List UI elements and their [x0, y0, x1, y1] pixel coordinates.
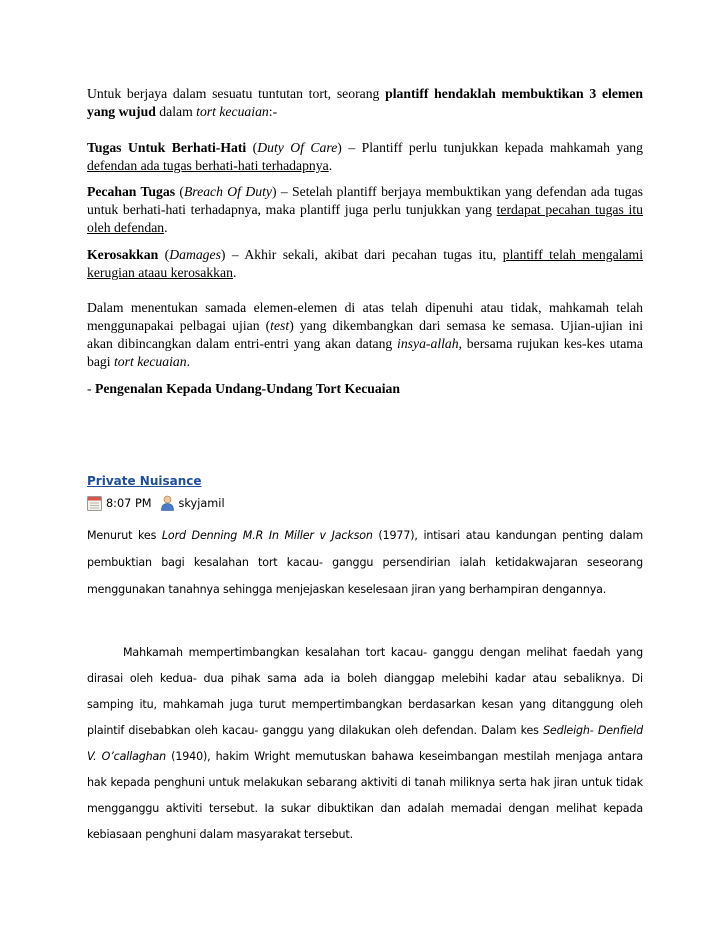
post-title-link[interactable]: Private Nuisance: [87, 474, 202, 488]
post-time: 8:07 PM: [106, 496, 152, 510]
body-paragraph-2: Mahkamah mempertimbangkan kesalahan tort kacau- ganggu dengan melihat faedah yang dirasai oleh kedua- dua pihak sama ada ia boleh dianggap melebihi kadar atau sebaliknya. Di samping itu, mahkamah juga turut mempertimbangkan berdasarkan kesan yang ditanggung oleh plaintif disebabkan oleh kacau- ganggu yang dilakukan oleh defendan. Dalam kes Sedleigh- Denfield V. O’callaghan (1940), hakim Wright memutuskan bahawa keseimbangan mestilah menjaga antara hak kepada penghuni untuk melakukan sebarang aktiviti di tanah miliknya serta hak jiran untuk tidak mengganggu aktiviti tersebut. Ia sukar dibuktikan dan adalah memadai dengan melihat kepada kebiasaan penghuni dalam masyarakat tersebut.: [87, 646, 644, 841]
body-paragraph-1: Menurut kes Lord Denning M.R In Miller v Jackson (1977), intisari atau kandungan penting dalam pembuktian bagi kesalahan tort kacau- ganggu persendirian ialah ketidakwajaran seseorang menggunakan tanahnya sehingga menjejaskan keselesaan jiran yang berhampiran dengannya.: [87, 529, 643, 596]
user-icon: [160, 495, 175, 511]
post-author[interactable]: skyjamil: [178, 496, 225, 510]
case-name: Lord Denning M.R In Miller v Jackson: [161, 529, 373, 542]
element-breach-of-duty: Pecahan Tugas (Breach Of Duty) – Setelah plantiff berjaya membuktikan yang defendan ada tugas untuk berhati-hati terhadapnya, maka plantiff juga perlu tunjukkan yang terdapat pecahan tugas itu oleh defendan.: [87, 184, 643, 235]
case-name: Sedleigh- Denfield V. O’callaghan: [87, 724, 644, 763]
element-heading: Pecahan Tugas: [87, 184, 176, 199]
calendar-icon: [87, 496, 102, 511]
intro-paragraph: Untuk berjaya dalam sesuatu tuntutan tort, seorang plantiff hendaklah membuktikan 3 elemen yang wujud dalam tort kecuaian:-: [87, 86, 643, 119]
post-meta: [87, 492, 225, 514]
element-duty-of-care: Tugas Untuk Berhati-Hati (Duty Of Care) – Plantiff perlu tunjukkan kepada mahkamah yang defendan ada tugas berhati-hati terhadapnya.: [87, 140, 643, 173]
intro-post-link: - Pengenalan Kepada Undang-Undang Tort Kecuaian: [87, 381, 400, 396]
intro-post-title[interactable]: Pengenalan Kepada Undang-Undang Tort Kecuaian: [94, 381, 400, 396]
intro-emphasis: plantiff hendaklah membuktikan 3 elemen yang wujud: [87, 86, 643, 119]
element-heading: Kerosakkan: [87, 247, 159, 262]
element-heading: Tugas Untuk Berhati-Hati: [87, 140, 247, 155]
element-damages: Kerosakkan (Damages) – Akhir sekali, akibat dari pecahan tugas itu, plantiff telah mengalami kerugian ataau kerosakkan.: [87, 247, 643, 280]
tests-paragraph: Dalam menentukan samada elemen-elemen di atas telah dipenuhi atau tidak, mahkamah telah menggunapakai pelbagai ujian (test) yang dikembangkan dari semasa ke semasa. Ujian-ujian ini akan dibincangkan dalam entri-entri yang akan datang insya-allah, bersama rujukan kes-kes utama bagi tort kecuaian.: [87, 300, 644, 369]
